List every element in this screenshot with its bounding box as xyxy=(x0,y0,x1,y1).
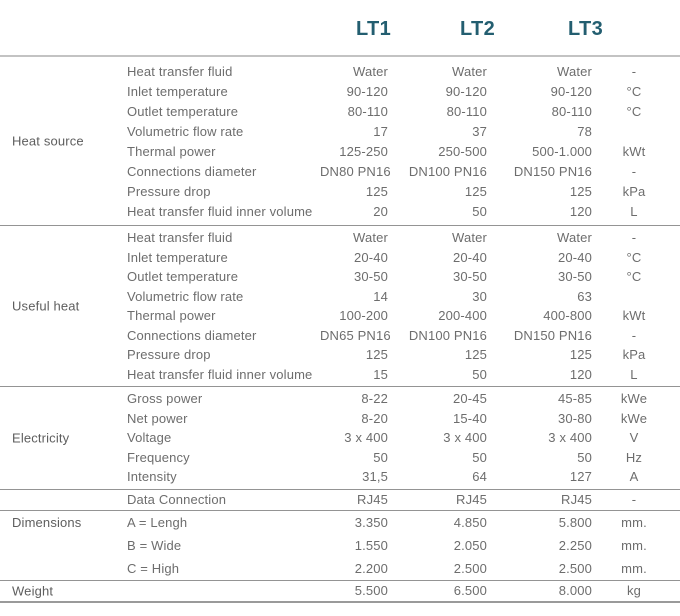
value-lt3: 30-50 xyxy=(558,269,592,285)
table-row xyxy=(125,287,680,307)
value-lt1: 125 xyxy=(365,183,388,199)
unit-cell: L xyxy=(630,366,638,382)
row-label: Inlet temperature xyxy=(127,83,228,99)
value-lt3: RJ45 xyxy=(561,492,592,507)
group-rows xyxy=(0,389,680,487)
group-label: Weight xyxy=(12,583,54,598)
spec-group xyxy=(0,225,680,386)
table-row xyxy=(125,557,680,580)
value-lt2: 50 xyxy=(472,449,487,465)
row-label: Heat transfer fluid xyxy=(127,230,233,246)
table-row xyxy=(125,267,680,287)
value-lt3: Water xyxy=(557,230,592,246)
table-row xyxy=(125,389,680,409)
value-lt3: 3 x 400 xyxy=(548,430,592,446)
value-lt1: 100-200 xyxy=(339,308,388,324)
unit-cell: °C xyxy=(626,269,642,285)
unit-cell: kPa xyxy=(622,347,646,363)
spec-group xyxy=(0,510,680,580)
row-label: C = High xyxy=(127,560,180,576)
value-lt2: 4.850 xyxy=(453,514,487,530)
unit-cell: kWt xyxy=(622,308,646,324)
value-lt2: DN100 PN16 xyxy=(408,163,487,179)
unit-cell: mm. xyxy=(621,514,647,530)
value-lt3: 30-80 xyxy=(558,410,592,426)
row-label: Inlet temperature xyxy=(127,249,228,265)
table-row xyxy=(125,345,680,365)
unit-cell: °C xyxy=(626,103,642,119)
row-label: Net power xyxy=(127,410,188,426)
group-label: Electricity xyxy=(12,430,70,446)
column-header-lt2: LT2 xyxy=(460,18,495,40)
value-lt1: 20 xyxy=(373,203,388,219)
table-header-row xyxy=(320,0,680,55)
value-lt2: 15-40 xyxy=(453,410,487,426)
value-lt1: Water xyxy=(353,63,388,79)
value-lt1: 5.500 xyxy=(354,583,388,598)
unit-cell: mm. xyxy=(621,560,647,576)
unit-cell: - xyxy=(631,327,637,343)
value-lt3: 2.250 xyxy=(558,537,592,553)
value-lt1: 14 xyxy=(373,288,388,304)
table-row xyxy=(125,81,680,101)
value-lt2: 50 xyxy=(472,203,487,219)
value-lt2: 50 xyxy=(472,366,487,382)
value-lt3: 8.000 xyxy=(558,583,592,598)
group-rows xyxy=(0,228,680,384)
value-lt1: 17 xyxy=(373,123,388,139)
row-label: Pressure drop xyxy=(127,347,211,363)
column-header-lt1: LT1 xyxy=(356,18,391,40)
value-lt3: Water xyxy=(557,63,592,79)
unit-cell: L xyxy=(630,203,638,219)
value-lt2: 90-120 xyxy=(445,83,487,99)
row-label: Voltage xyxy=(127,430,172,446)
value-lt1: 3 x 400 xyxy=(344,430,388,446)
spec-group xyxy=(0,580,680,601)
table-row xyxy=(125,248,680,268)
value-lt3: 500-1.000 xyxy=(532,143,592,159)
table-row xyxy=(125,534,680,557)
value-lt3: 127 xyxy=(569,469,592,485)
value-lt3: DN150 PN16 xyxy=(513,327,592,343)
value-lt3: 20-40 xyxy=(558,249,592,265)
value-lt3: DN150 PN16 xyxy=(513,163,592,179)
row-label: Volumetric flow rate xyxy=(127,288,244,304)
value-lt3: 80-110 xyxy=(551,103,592,119)
table-row xyxy=(125,326,680,346)
value-lt3: 78 xyxy=(577,123,592,139)
value-lt1: 50 xyxy=(373,449,388,465)
value-lt1: 125 xyxy=(365,347,388,363)
unit-cell: kg xyxy=(626,583,642,598)
value-lt1: 15 xyxy=(373,366,388,382)
value-lt1: 1.550 xyxy=(354,537,388,553)
value-lt2: Water xyxy=(452,63,487,79)
value-lt2: RJ45 xyxy=(456,492,487,507)
value-lt3: 90-120 xyxy=(550,83,592,99)
unit-cell: A xyxy=(629,469,639,485)
row-label: Frequency xyxy=(127,449,190,465)
value-lt1: 8-22 xyxy=(361,391,388,407)
group-rows xyxy=(0,511,680,580)
row-label: Heat transfer fluid inner volume xyxy=(127,366,313,382)
row-label: Outlet temperature xyxy=(127,269,239,285)
column-header-lt3: LT3 xyxy=(568,18,603,40)
table-row xyxy=(125,581,680,601)
value-lt2: 80-110 xyxy=(446,103,487,119)
value-lt2: 30-50 xyxy=(453,269,487,285)
unit-cell: - xyxy=(631,63,637,79)
unit-cell: - xyxy=(631,230,637,246)
value-lt3: 45-85 xyxy=(558,391,592,407)
table-row xyxy=(125,409,680,429)
value-lt2: 64 xyxy=(472,469,487,485)
spec-group xyxy=(0,57,680,225)
spec-group xyxy=(0,386,680,489)
value-lt1: 90-120 xyxy=(346,83,388,99)
value-lt3: 50 xyxy=(577,449,592,465)
row-label: Intensity xyxy=(127,469,177,485)
unit-cell: kWt xyxy=(622,143,646,159)
row-label: Thermal power xyxy=(127,143,216,159)
value-lt1: 8-20 xyxy=(361,410,388,426)
value-lt1: DN80 PN16 xyxy=(320,163,391,179)
value-lt2: 250-500 xyxy=(438,143,487,159)
value-lt3: 125 xyxy=(569,183,592,199)
value-lt1: 125-250 xyxy=(339,143,388,159)
value-lt3: 125 xyxy=(569,347,592,363)
row-label: Connections diameter xyxy=(127,163,257,179)
value-lt2: 37 xyxy=(472,123,487,139)
value-lt1: DN65 PN16 xyxy=(320,327,391,343)
group-rows xyxy=(0,581,680,601)
value-lt1: 2.200 xyxy=(354,560,388,576)
table-row xyxy=(125,121,680,141)
value-lt1: 20-40 xyxy=(354,249,388,265)
value-lt2: 125 xyxy=(464,347,487,363)
value-lt2: 20-45 xyxy=(453,391,487,407)
value-lt2: 200-400 xyxy=(438,308,487,324)
unit-cell: °C xyxy=(626,249,642,265)
unit-cell: kPa xyxy=(622,183,646,199)
row-label: B = Wide xyxy=(127,537,182,553)
value-lt1: RJ45 xyxy=(357,492,388,507)
row-label: Pressure drop xyxy=(127,183,211,199)
table-row xyxy=(125,141,680,161)
table-body xyxy=(0,55,680,603)
table-row xyxy=(125,201,680,221)
unit-cell: V xyxy=(629,430,639,446)
value-lt1: Water xyxy=(353,230,388,246)
unit-cell: kWe xyxy=(620,391,648,407)
value-lt1: 3.350 xyxy=(354,514,388,530)
value-lt1: 30-50 xyxy=(354,269,388,285)
table-row xyxy=(125,428,680,448)
value-lt2: DN100 PN16 xyxy=(408,327,487,343)
unit-cell: - xyxy=(631,492,637,507)
value-lt3: 120 xyxy=(569,203,592,219)
table-row xyxy=(125,228,680,248)
unit-cell: mm. xyxy=(621,537,647,553)
spec-group xyxy=(0,489,680,510)
row-label: Data Connection xyxy=(127,492,227,507)
unit-cell: kWe xyxy=(620,410,648,426)
value-lt1: 31,5 xyxy=(362,469,388,485)
value-lt2: 3 x 400 xyxy=(443,430,487,446)
group-label: Heat source xyxy=(12,133,84,149)
table-row xyxy=(125,306,680,326)
table-row xyxy=(125,161,680,181)
value-lt3: 2.500 xyxy=(558,560,592,576)
table-row xyxy=(125,490,680,510)
value-lt2: 30 xyxy=(472,288,487,304)
group-rows xyxy=(0,61,680,221)
table-row xyxy=(125,467,680,487)
row-label: Thermal power xyxy=(127,308,216,324)
value-lt2: 2.500 xyxy=(453,560,487,576)
group-label: Useful heat xyxy=(12,298,80,314)
row-label: Heat transfer fluid xyxy=(127,63,233,79)
value-lt2: 20-40 xyxy=(453,249,487,265)
table-row xyxy=(125,181,680,201)
unit-cell: °C xyxy=(626,83,642,99)
table-row xyxy=(125,101,680,121)
table-row xyxy=(125,448,680,468)
value-lt2: Water xyxy=(452,230,487,246)
value-lt3: 400-800 xyxy=(543,308,592,324)
value-lt2: 2.050 xyxy=(453,537,487,553)
value-lt2: 6.500 xyxy=(453,583,487,598)
row-label: Connections diameter xyxy=(127,327,257,343)
unit-cell: Hz xyxy=(625,449,643,465)
row-label: Volumetric flow rate xyxy=(127,123,244,139)
unit-cell: - xyxy=(631,163,637,179)
table-row xyxy=(125,511,680,534)
table-row xyxy=(125,365,680,385)
row-label: A = Lengh xyxy=(127,514,188,530)
value-lt3: 120 xyxy=(569,366,592,382)
value-lt2: 125 xyxy=(464,183,487,199)
row-label: Heat transfer fluid inner volume xyxy=(127,203,313,219)
group-rows xyxy=(0,490,680,510)
value-lt3: 5.800 xyxy=(558,514,592,530)
group-label: Dimensions xyxy=(12,514,82,530)
table-row xyxy=(125,61,680,81)
value-lt1: 80-110 xyxy=(347,103,388,119)
row-label: Outlet temperature xyxy=(127,103,239,119)
value-lt3: 63 xyxy=(577,288,592,304)
row-label: Gross power xyxy=(127,391,203,407)
